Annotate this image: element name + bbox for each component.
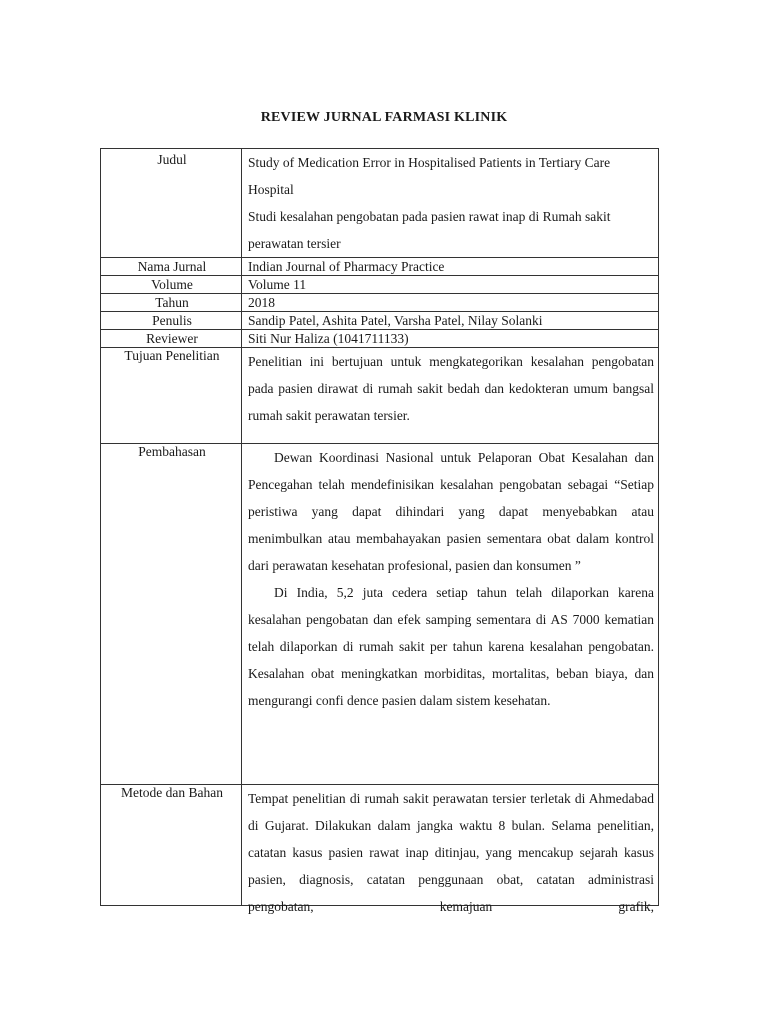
table-row xyxy=(101,312,659,330)
table-row xyxy=(101,348,659,444)
row-label-metode: Metode dan Bahan xyxy=(101,785,242,906)
judul-indonesian: Studi kesalahan pengobatan pada pasien rawat inap di Rumah sakit perawatan tersier xyxy=(248,209,611,251)
row-value-metode xyxy=(242,785,659,914)
metode-text: Tempat penelitian di rumah sakit perawatan tersier terletak di Ahmedabad di Gujarat. Dilakukan dalam jangka waktu 8 bulan. Selama penelitian, catatan kasus pasien rawat inap ditinjau, yang mencakup sejarah kasus pasien, diagnosis, catatan penggunaan obat, catatan administrasi pengobatan, kemajuan grafik, xyxy=(248,791,654,914)
row-value-volume: Volume 11 xyxy=(242,276,659,294)
review-table xyxy=(100,148,659,914)
table-row xyxy=(101,444,659,785)
row-label-pembahasan: Pembahasan xyxy=(101,444,242,785)
table-row xyxy=(101,258,659,276)
row-value-reviewer: Siti Nur Haliza (1041711133) xyxy=(242,330,659,348)
table-row xyxy=(101,294,659,312)
table-row xyxy=(101,149,659,258)
table-row xyxy=(101,276,659,294)
judul-english: Study of Medication Error in Hospitalised Patients in Tertiary Care Hospital xyxy=(248,155,611,197)
pembahasan-paragraph-2: Di India, 5,2 juta cedera setiap tahun telah dilaporkan karena kesalahan pengobatan dan efek samping sementara di AS 7000 kematian telah dilaporkan di rumah sakit per tahun karena kesalahan pengobatan. Kesalahan obat meningkatkan morbiditas, mortalitas, beban biaya, dan mengurangi confi dence pasien dalam sistem kesehatan. xyxy=(248,585,654,708)
table-row xyxy=(101,330,659,348)
row-label-nama-jurnal: Nama Jurnal xyxy=(101,258,242,276)
row-label-tahun: Tahun xyxy=(101,294,242,312)
row-value-tujuan: Penelitian ini bertujuan untuk mengkategorikan kesalahan pengobatan pada pasien dirawat di rumah sakit bedah dan kedokteran umum bangsal rumah sakit perawatan tersier. xyxy=(242,348,659,444)
row-value-nama-jurnal: Indian Journal of Pharmacy Practice xyxy=(242,258,659,276)
row-value-tahun: 2018 xyxy=(242,294,659,312)
row-label-judul: Judul xyxy=(101,149,242,258)
row-label-reviewer: Reviewer xyxy=(101,330,242,348)
table-row xyxy=(101,785,659,906)
row-label-volume: Volume xyxy=(101,276,242,294)
row-value-judul xyxy=(242,149,659,258)
document-title: REVIEW JURNAL FARMASI KLINIK xyxy=(260,110,508,125)
pembahasan-paragraph-1: Dewan Koordinasi Nasional untuk Pelaporan Obat Kesalahan dan Pencegahan telah mendefinisikan kesalahan pengobatan sebagai “Setiap peristiwa yang dapat dihindari yang dapat menyebabkan atau menimbulkan atau membahayakan pasien sementara obat dalam kontrol dari perawatan kesehatan profesional, pasien dan konsumen ” xyxy=(248,450,654,573)
row-label-penulis: Penulis xyxy=(101,312,242,330)
row-value-pembahasan xyxy=(242,444,659,785)
row-label-tujuan: Tujuan Penelitian xyxy=(101,348,242,444)
row-value-penulis: Sandip Patel, Ashita Patel, Varsha Patel, Nilay Solanki xyxy=(242,312,659,330)
